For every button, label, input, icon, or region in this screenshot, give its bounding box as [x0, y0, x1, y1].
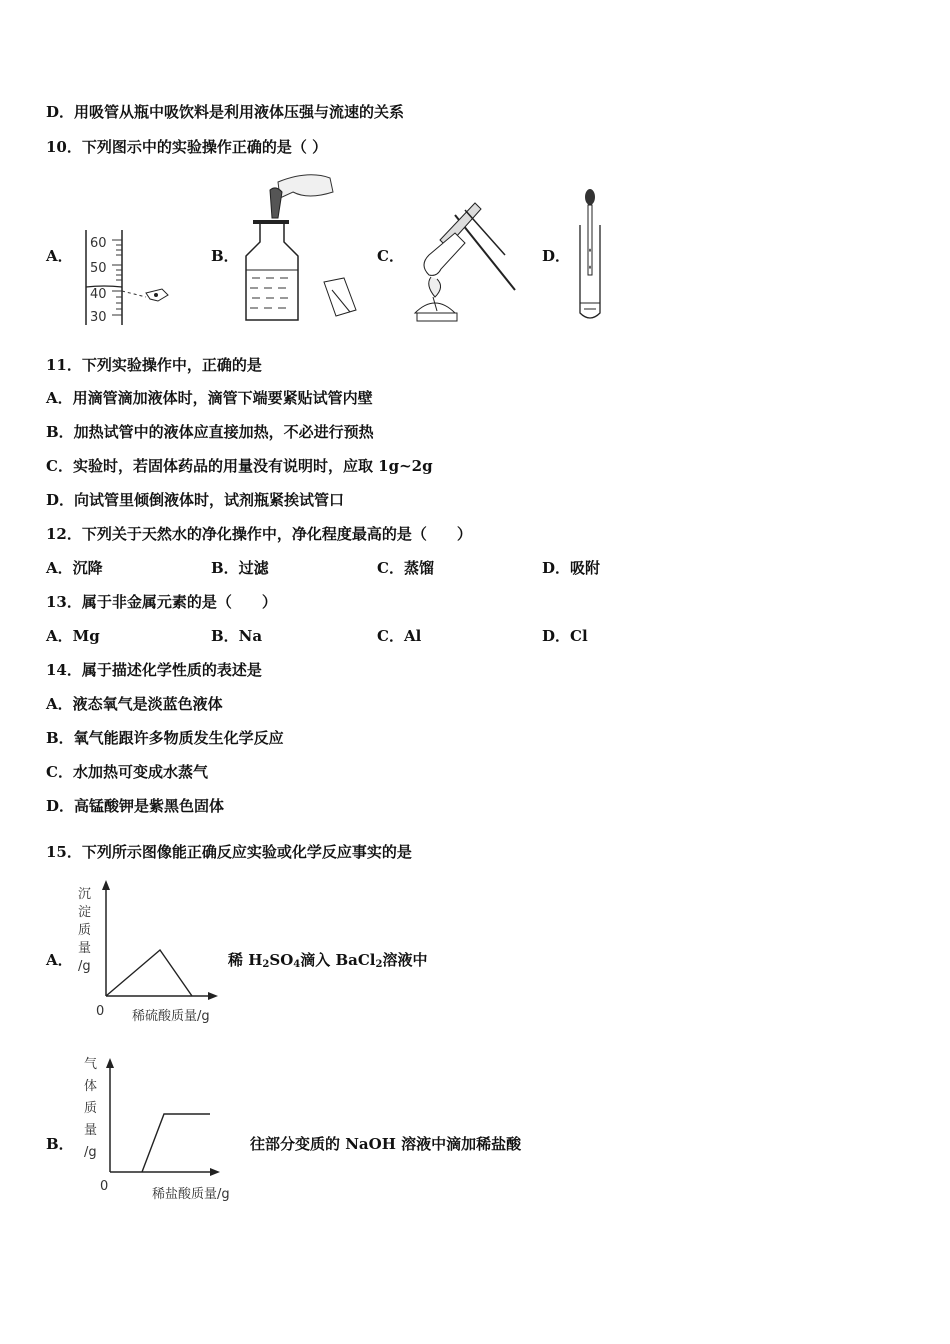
- q10-label-b: B．: [211, 247, 239, 265]
- q11-stem: 11．下列实验操作中，正确的是: [46, 356, 262, 374]
- q10-stem: 10．下列图示中的实验操作正确的是（ ）: [46, 138, 328, 156]
- q12-option-a: A．沉降: [46, 559, 103, 577]
- q15-b-xlabel: 稀盐酸质量/g: [152, 1187, 230, 1202]
- q11-option-d: D．向试管里倾倒液体时，试剂瓶紧挨试管口: [46, 491, 345, 509]
- q15-b-description: 往部分变质的 NaOH 溶液中滴加稀盐酸: [250, 1135, 522, 1153]
- q15-b-ylabel-char-2: 体: [84, 1079, 98, 1094]
- q10-figure-b-pouring-bottle: [238, 170, 368, 325]
- q15-b-ylabel-char-5: /g: [84, 1145, 97, 1160]
- q12-option-b: B．过滤: [211, 559, 269, 577]
- q10-figure-c-heating-test-tube: [405, 185, 525, 330]
- q15-a-origin: 0: [96, 1004, 105, 1019]
- q11-option-c: C．实验时，若固体药品的用量没有说明时，应取 1g~2g: [46, 457, 433, 475]
- cylinder-tick-60: 60: [90, 236, 107, 251]
- q15-b-origin: 0: [100, 1179, 109, 1194]
- q15-b-ylabel-char-4: 量: [84, 1123, 98, 1138]
- q15-a-description: 稀 $H_2SO_4$滴入 BaCl$_2$溶液中: [228, 951, 428, 970]
- q13-option-c: C．Al: [377, 627, 422, 645]
- q10-label-a: A．: [46, 247, 73, 265]
- q15-a-ylabel-char-2: 淀: [78, 905, 92, 920]
- cylinder-tick-40: 40: [90, 287, 107, 302]
- q13-option-b: B．Na: [211, 627, 263, 645]
- q15-stem: 15．下列所示图像能正确反应实验或化学反应事实的是: [46, 843, 412, 861]
- q15-a-graph: [72, 880, 232, 1028]
- q10-label-d: D．: [542, 247, 571, 265]
- q14-option-a: A．液态氧气是淡蓝色液体: [46, 695, 223, 713]
- q12-option-c: C．蒸馏: [377, 559, 434, 577]
- q11-option-b: B．加热试管中的液体应直接加热，不必进行预热: [46, 423, 374, 441]
- q12-option-d: D．吸附: [542, 559, 601, 577]
- q10-figure-d-dropper-in-tube: [572, 185, 612, 325]
- q14-option-d: D．高锰酸钾是紫黑色固体: [46, 797, 225, 815]
- q15-a-ylabel-char-5: /g: [78, 959, 91, 974]
- q15-b-ylabel-char-1: 气: [84, 1057, 98, 1072]
- q15-b-graph: [80, 1050, 250, 1205]
- q15-b-ylabel-char-3: 质: [84, 1101, 98, 1116]
- q15-b-curve: [142, 1114, 210, 1172]
- q15-a-curve: [106, 950, 192, 996]
- q15-a-ylabel-char-3: 质: [78, 923, 92, 938]
- q15-a-xlabel: 稀硫酸质量/g: [132, 1009, 210, 1024]
- q12-stem: 12．下列关于天然水的净化操作中，净化程度最高的是（ ）: [46, 525, 472, 543]
- q13-stem: 13．属于非金属元素的是（ ）: [46, 593, 277, 611]
- q14-stem: 14．属于描述化学性质的表述是: [46, 661, 262, 679]
- q15-a-label: A．: [46, 951, 73, 969]
- cylinder-tick-30: 30: [90, 310, 107, 325]
- q13-option-d: D．Cl: [542, 627, 588, 645]
- q15-a-ylabel-char-4: 量: [78, 941, 92, 956]
- q15-a-ylabel-char-1: 沉: [78, 887, 92, 902]
- q14-option-b: B．氧气能跟许多物质发生化学反应: [46, 729, 284, 747]
- q14-option-c: C．水加热可变成水蒸气: [46, 763, 208, 781]
- q9-option-d: D．用吸管从瓶中吸饮料是利用液体压强与流速的关系: [46, 103, 405, 121]
- cylinder-tick-50: 50: [90, 261, 107, 276]
- q13-option-a: A．Mg: [46, 627, 100, 645]
- q11-option-a: A．用滴管滴加液体时，滴管下端要紧贴试管内壁: [46, 389, 373, 407]
- q10-label-c: C．: [377, 247, 404, 265]
- q10-figure-a-graduated-cylinder: [80, 225, 175, 330]
- q15-b-label: B．: [46, 1135, 74, 1153]
